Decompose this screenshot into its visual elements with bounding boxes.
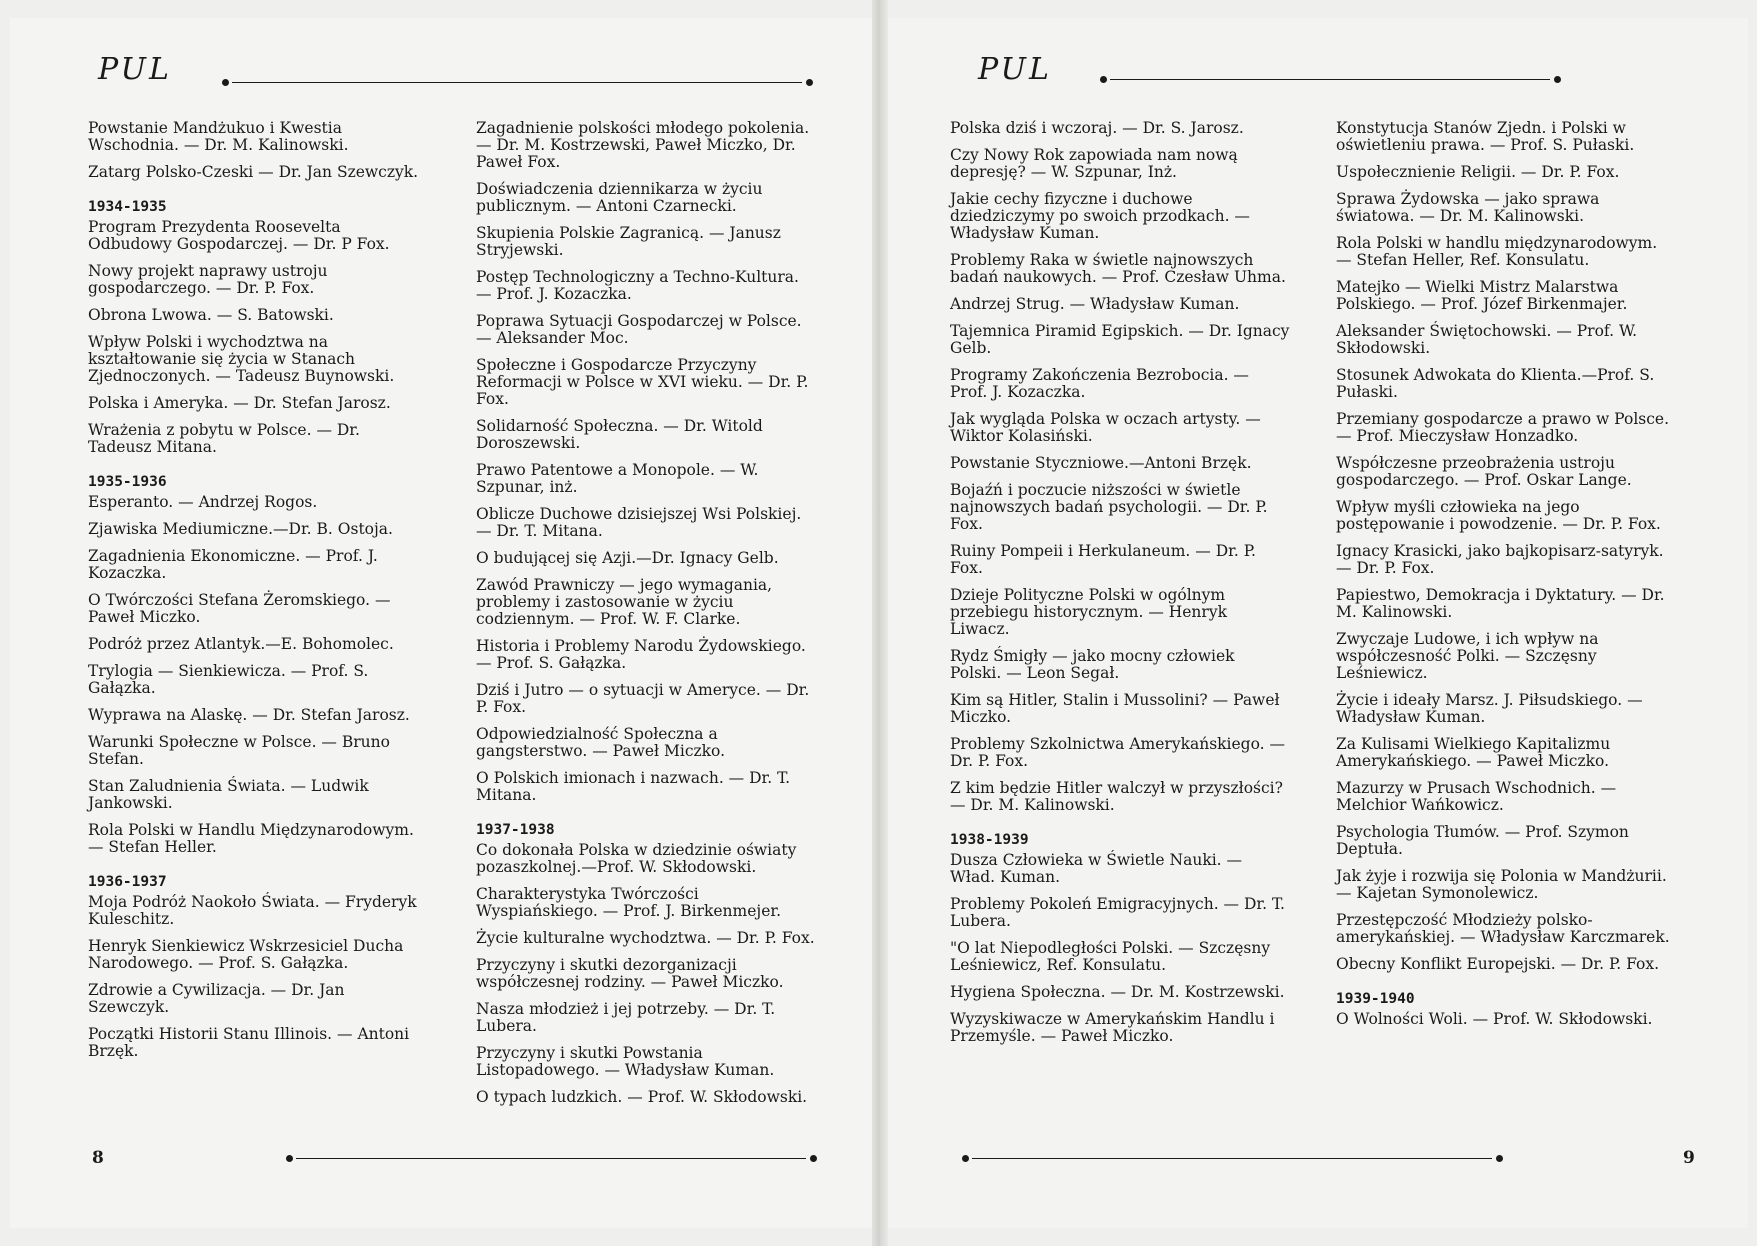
- left-header-rule: [232, 82, 802, 83]
- lecture-entry: O budującej się Azji.—Dr. Ignacy Gelb.: [476, 549, 779, 567]
- right-footer-dot-start: [962, 1155, 969, 1162]
- lecture-entry: Ignacy Krasicki, jako bajkopisarz-satyryk. — Dr. P. Fox.: [1336, 542, 1664, 577]
- lecture-entry: Przestępczość Młodzieży polsko-amerykańskiej. — Władysław Karczmarek.: [1336, 911, 1670, 946]
- lecture-entry: O Twórczości Stefana Żeromskiego. — Paweł Miczko.: [88, 591, 391, 626]
- lecture-entry: Oblicze Duchowe dzisiejszej Wsi Polskiej. — Dr. T. Mitana.: [476, 505, 802, 540]
- right-header-dot-end: [1554, 76, 1561, 83]
- lecture-entry: Kim są Hitler, Stalin i Mussolini? — Paweł Miczko.: [950, 691, 1280, 726]
- lecture-entry: Z kim będzie Hitler walczył w przyszłości? — Dr. M. Kalinowski.: [950, 779, 1283, 814]
- lecture-entry: Andrzej Strug. — Władysław Kuman.: [950, 295, 1240, 313]
- lecture-entry: Problemy Szkolnictwa Amerykańskiego. — Dr. P. Fox.: [950, 735, 1286, 770]
- lecture-entry: Czy Nowy Rok zapowiada nam nową depresję? — W. Szpunar, Inż.: [950, 146, 1238, 181]
- lecture-entry: Jak wygląda Polska w oczach artysty. — Wiktor Kolasiński.: [950, 410, 1261, 445]
- year-heading: 1937-1938: [476, 822, 555, 838]
- lecture-entry: Polska i Ameryka. — Dr. Stefan Jarosz.: [88, 394, 391, 412]
- lecture-entry: Nowy projekt naprawy ustroju gospodarczego. — Dr. P. Fox.: [88, 262, 328, 297]
- lecture-entry: Zdrowie a Cywilizacja. — Dr. Jan Szewczyk.: [88, 981, 345, 1016]
- right-logo: PUL: [978, 52, 1052, 87]
- lecture-entry: Przyczyny i skutki Powstania Listopadowego. — Władysław Kuman.: [476, 1044, 775, 1079]
- lecture-entry: Podróż przez Atlantyk.—E. Bohomolec.: [88, 635, 394, 653]
- right-header: [880, 52, 1757, 92]
- lecture-entry: Odpowiedzialność Społeczna a gangsterstwo. — Paweł Miczko.: [476, 725, 726, 760]
- lecture-entry: Powstanie Mandżukuo i Kwestia Wschodnia. — Dr. M. Kalinowski.: [88, 119, 349, 154]
- lecture-entry: Jak żyje i rozwija się Polonia w Mandżurii. — Kajetan Symonolewicz.: [1336, 867, 1667, 902]
- lecture-entry: Dusza Człowieka w Świetle Nauki. — Wład. Kuman.: [950, 851, 1243, 886]
- year-heading: 1938-1939: [950, 832, 1029, 848]
- lecture-entry: Sprawa Żydowska — jako sprawa światowa. — Dr. M. Kalinowski.: [1336, 190, 1600, 225]
- right-header-dot-start: [1100, 76, 1107, 83]
- lecture-entry: Rola Polski w Handlu Międzynarodowym. — Stefan Heller.: [88, 821, 414, 856]
- book-gutter: [872, 0, 888, 1246]
- lecture-entry: Rydz Śmigły — jako mocny człowiek Polski. — Leon Segał.: [950, 647, 1235, 682]
- lecture-entry: Uspołecznienie Religii. — Dr. P. Fox.: [1336, 163, 1620, 181]
- lecture-entry: Stosunek Adwokata do Klienta.—Prof. S. Pułaski.: [1336, 366, 1655, 401]
- lecture-entry: Przemiany gospodarcze a prawo w Polsce. — Prof. Mieczysław Honzadko.: [1336, 410, 1670, 445]
- lecture-entry: O typach ludzkich. — Prof. W. Skłodowski.: [476, 1088, 808, 1106]
- lecture-entry: Rola Polski w handlu międzynarodowym. — Stefan Heller, Ref. Konsulatu.: [1336, 234, 1658, 269]
- left-footer-dot-start: [286, 1155, 293, 1162]
- year-heading: 1936-1937: [88, 874, 167, 890]
- lecture-entry: Życie i ideały Marsz. J. Piłsudskiego. — Władysław Kuman.: [1336, 691, 1643, 726]
- left-logo: PUL: [98, 52, 172, 87]
- lecture-entry: Zatarg Polsko-Czeski — Dr. Jan Szewczyk.: [88, 163, 419, 181]
- lecture-entry: Hygiena Społeczna. — Dr. M. Kostrzewski.: [950, 983, 1285, 1001]
- lecture-entry: Polska dziś i wczoraj. — Dr. S. Jarosz.: [950, 119, 1244, 137]
- lecture-entry: Co dokonała Polska w dziedzinie oświaty pozaszkolnej.—Prof. W. Skłodowski.: [476, 841, 797, 876]
- lecture-entry: Jakie cechy fizyczne i duchowe dziedziczymy po swoich przodkach. — Władysław Kuman.: [950, 190, 1250, 242]
- lecture-entry: Trylogia — Sienkiewicza. — Prof. S. Gałązka.: [88, 662, 369, 697]
- right-footer-dot-end: [1496, 1155, 1503, 1162]
- lecture-entry: Tajemnica Piramid Egipskich. — Dr. Ignacy Gelb.: [950, 322, 1290, 357]
- left-footer-rule: [296, 1158, 806, 1159]
- lecture-entry: Historia i Problemy Narodu Żydowskiego. — Prof. S. Gałązka.: [476, 637, 806, 672]
- lecture-entry: Program Prezydenta Roosevelta Odbudowy Gospodarczej. — Dr. P Fox.: [88, 218, 390, 253]
- lecture-entry: Wpływ myśli człowieka na jego postępowanie i powodzenie. — Dr. P. Fox.: [1336, 498, 1661, 533]
- lecture-entry: Dzieje Polityczne Polski w ogólnym przebiegu historycznym. — Henryk Liwacz.: [950, 586, 1227, 638]
- left-page-column-1: [88, 120, 428, 1070]
- lecture-entry: Wrażenia z pobytu w Polsce. — Dr. Tadeusz Mitana.: [88, 421, 360, 456]
- lecture-entry: Problemy Raka w świetle najnowszych badań naukowych. — Prof. Czesław Uhma.: [950, 251, 1286, 286]
- lecture-entry: Nasza młodzież i jej potrzeby. — Dr. T. Lubera.: [476, 1000, 776, 1035]
- lecture-entry: Psychologia Tłumów. — Prof. Szymon Deptuła.: [1336, 823, 1629, 858]
- lecture-entry: Poprawa Sytuacji Gospodarczej w Polsce. — Aleksander Moc.: [476, 312, 802, 347]
- lecture-entry: Zagadnienia Ekonomiczne. — Prof. J. Kozaczka.: [88, 547, 378, 582]
- lecture-entry: Przyczyny i skutki dezorganizacji współczesnej rodziny. — Paweł Miczko.: [476, 956, 784, 991]
- lecture-entry: Początki Historii Stanu Illinois. — Antoni Brzęk.: [88, 1025, 410, 1060]
- lecture-entry: Życie kulturalne wychodztwa. — Dr. P. Fox.: [476, 929, 815, 947]
- right-page-number: 9: [1683, 1148, 1695, 1168]
- lecture-entry: O Wolności Woli. — Prof. W. Skłodowski.: [1336, 1010, 1653, 1028]
- lecture-entry: Współczesne przeobrażenia ustroju gospodarczego. — Prof. Oskar Lange.: [1336, 454, 1632, 489]
- lecture-entry: Programy Zakończenia Bezrobocia. — Prof. J. Kozaczka.: [950, 366, 1249, 401]
- lecture-entry: Obrona Lwowa. — S. Batowski.: [88, 306, 334, 324]
- lecture-entry: Społeczne i Gospodarcze Przyczyny Reformacji w Polsce w XVI wieku. — Dr. P. Fox.: [476, 356, 809, 408]
- year-heading: 1939-1940: [1336, 991, 1415, 1007]
- lecture-entry: "O lat Niepodległości Polski. — Szczęsny Leśniewicz, Ref. Konsulatu.: [950, 939, 1271, 974]
- lecture-entry: Problemy Pokoleń Emigracyjnych. — Dr. T. Lubera.: [950, 895, 1285, 930]
- left-page-number: 8: [92, 1148, 104, 1168]
- lecture-entry: Obecny Konflikt Europejski. — Dr. P. Fox.: [1336, 955, 1660, 973]
- lecture-entry: O Polskich imionach i nazwach. — Dr. T. Mitana.: [476, 769, 791, 804]
- year-heading: 1935-1936: [88, 474, 167, 490]
- lecture-entry: Zwyczaje Ludowe, i ich wpływ na współczesność Polki. — Szczęsny Leśniewicz.: [1336, 630, 1599, 682]
- lecture-entry: Wyzyskiwacze w Amerykańskim Handlu i Przemyśle. — Paweł Miczko.: [950, 1010, 1275, 1045]
- right-header-rule: [1110, 79, 1550, 80]
- lecture-entry: Doświadczenia dziennikarza w życiu publicznym. — Antoni Czarnecki.: [476, 180, 763, 215]
- lecture-entry: Ruiny Pompeii i Herkulaneum. — Dr. P. Fox.: [950, 542, 1256, 577]
- lecture-entry: Aleksander Świętochowski. — Prof. W. Skłodowski.: [1336, 322, 1638, 357]
- lecture-entry: Wpływ Polski i wychodztwa na kształtowanie się życia w Stanach Zjednoczonych. — Tadeusz Buynowski.: [88, 333, 395, 385]
- lecture-entry: Charakterystyka Twórczości Wyspiańskiego. — Prof. J. Birkenmejer.: [476, 885, 782, 920]
- lecture-entry: Papiestwo, Demokracja i Dyktatury. — Dr. M. Kalinowski.: [1336, 586, 1665, 621]
- lecture-entry: Postęp Technologiczny a Techno-Kultura. — Prof. J. Kozaczka.: [476, 268, 799, 303]
- right-page-column-1: [950, 120, 1290, 1055]
- lecture-entry: Henryk Sienkiewicz Wskrzesiciel Ducha Narodowego. — Prof. S. Gałązka.: [88, 937, 404, 972]
- lecture-entry: Wyprawa na Alaskę. — Dr. Stefan Jarosz.: [88, 706, 410, 724]
- lecture-entry: Mazurzy w Prusach Wschodnich. — Melchior Wańkowicz.: [1336, 779, 1617, 814]
- lecture-entry: Bojaźń i poczucie niższości w świetle najnowszych badań psychologii. — Dr. P. Fox.: [950, 481, 1268, 533]
- lecture-entry: Zawód Prawniczy — jego wymagania, problemy i zastosowanie w życiu codziennym. — Prof. W. F. Clarke.: [476, 576, 773, 628]
- right-page-column-2: [1336, 120, 1676, 1038]
- right-footer-rule: [972, 1158, 1492, 1159]
- lecture-entry: Matejko — Wielki Mistrz Malarstwa Polskiego. — Prof. Józef Birkenmajer.: [1336, 278, 1628, 313]
- left-header-dot-start: [222, 79, 229, 86]
- left-page-column-2: [476, 120, 816, 1116]
- lecture-entry: Konstytucja Stanów Zjedn. i Polski w oświetleniu prawa. — Prof. S. Pułaski.: [1336, 119, 1635, 154]
- lecture-entry: Zagadnienie polskości młodego pokolenia. — Dr. M. Kostrzewski, Paweł Miczko, Dr. Paweł Fox.: [476, 119, 810, 171]
- lecture-entry: Prawo Patentowe a Monopole. — W. Szpunar, inż.: [476, 461, 759, 496]
- year-heading: 1934-1935: [88, 199, 167, 215]
- lecture-entry: Skupienia Polskie Zagranicą. — Janusz Stryjewski.: [476, 224, 781, 259]
- lecture-entry: Esperanto. — Andrzej Rogos.: [88, 493, 318, 511]
- lecture-entry: Warunki Społeczne w Polsce. — Bruno Stefan.: [88, 733, 390, 768]
- lecture-entry: Dziś i Jutro — o sytuacji w Ameryce. — Dr. P. Fox.: [476, 681, 810, 716]
- left-footer-dot-end: [810, 1155, 817, 1162]
- left-header: [0, 52, 880, 92]
- left-header-dot-end: [806, 79, 813, 86]
- lecture-entry: Zjawiska Mediumiczne.—Dr. B. Ostoja.: [88, 520, 393, 538]
- lecture-entry: Powstanie Styczniowe.—Antoni Brzęk.: [950, 454, 1252, 472]
- lecture-entry: Za Kulisami Wielkiego Kapitalizmu Amerykańskiego. — Paweł Miczko.: [1336, 735, 1611, 770]
- lecture-entry: Stan Zaludnienia Świata. — Ludwik Jankowski.: [88, 777, 369, 812]
- lecture-entry: Moja Podróż Naokoło Świata. — Fryderyk Kuleschitz.: [88, 893, 417, 928]
- lecture-entry: Solidarność Społeczna. — Dr. Witold Doroszewski.: [476, 417, 763, 452]
